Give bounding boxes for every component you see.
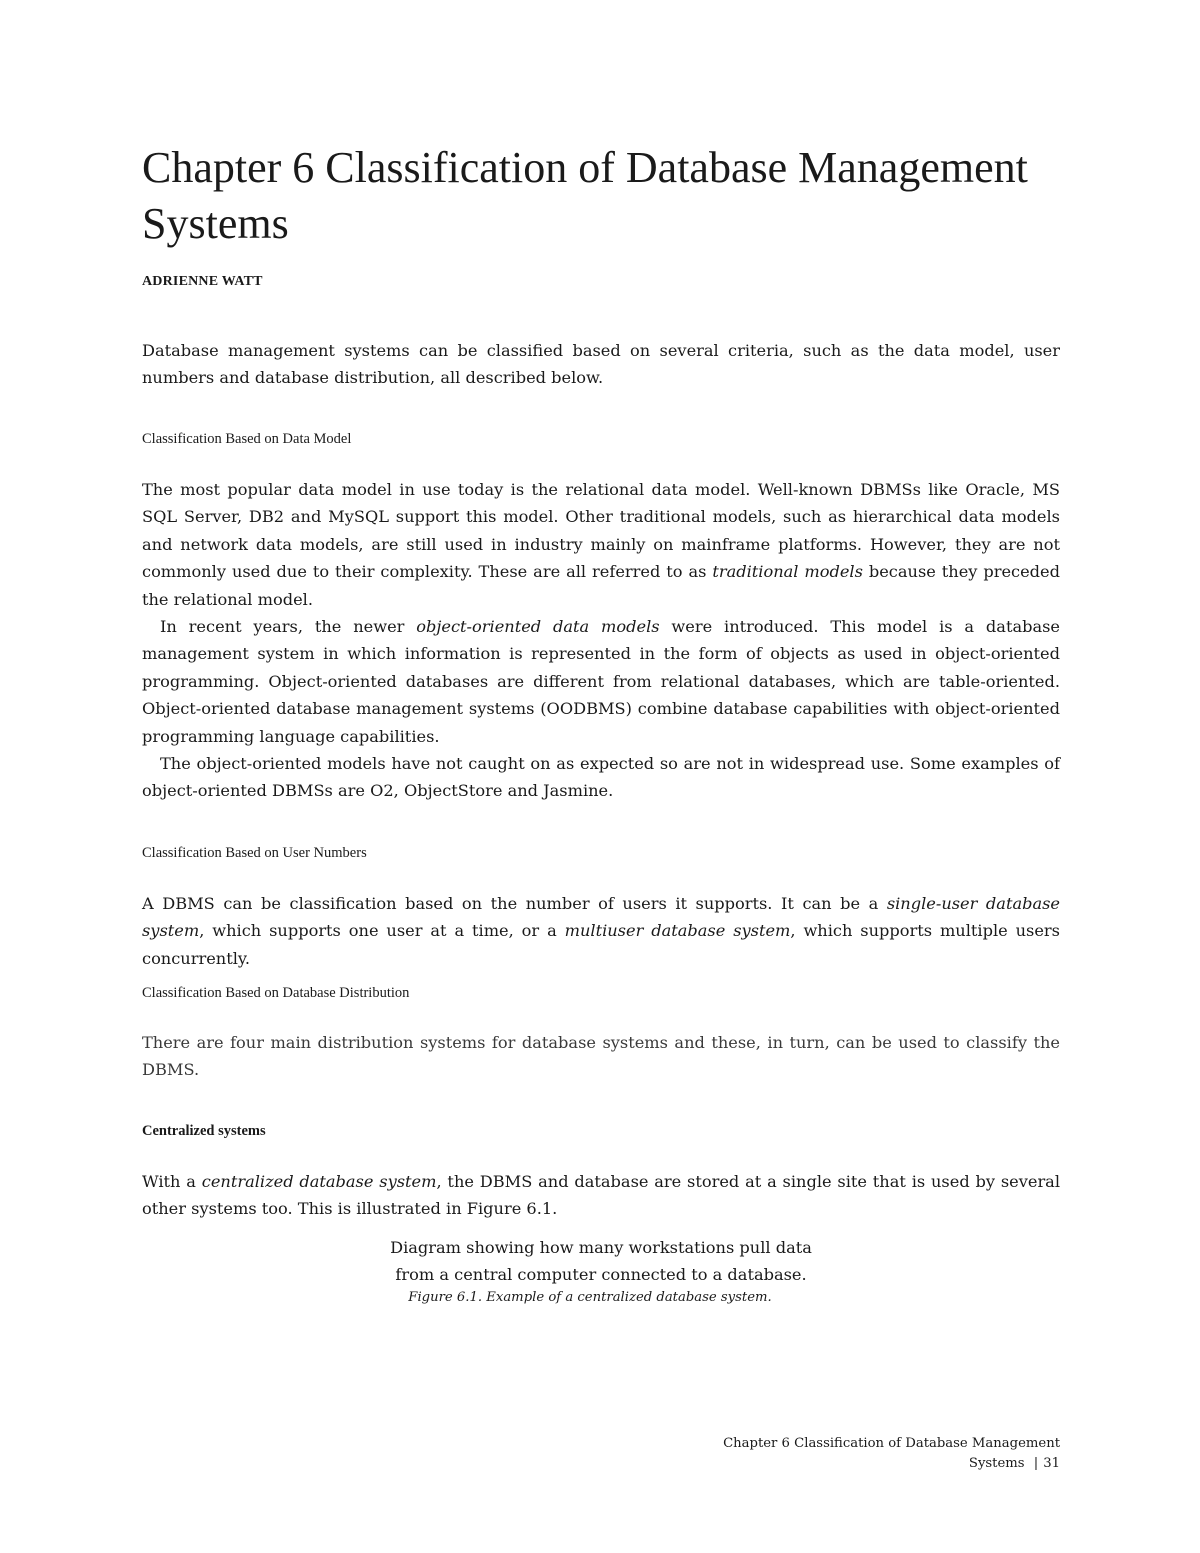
author-name: ADRIENNE WATT	[142, 274, 263, 289]
footer-running-title	[680, 1434, 1060, 1474]
emphasis-centralized-database-system: centralized database system	[201, 1172, 437, 1191]
user-numbers-section	[142, 890, 1060, 972]
section-heading-distribution: Classification Based on Database Distribution	[142, 985, 410, 1001]
intro-paragraph	[142, 337, 1060, 392]
section-heading-user-numbers: Classification Based on User Numbers	[142, 845, 367, 861]
subsection-heading-centralized: Centralized systems	[142, 1123, 266, 1139]
data-model-paragraph-2	[142, 613, 1060, 750]
footer-separator: |	[1033, 1456, 1039, 1471]
data-model-paragraph-3: The object-oriented models have not caught on as expected so are not in widespread use. Some examples of object-oriented DBMSs are O2, ObjectStore and Jasmine.	[142, 754, 1060, 801]
section-heading-data-model: Classification Based on Data Model	[142, 431, 352, 447]
page-footer	[142, 1434, 1060, 1474]
data-model-section	[142, 476, 1060, 805]
running-title-text: Chapter 6 Classification of Database Management Systems	[723, 1436, 1060, 1471]
emphasis-single-user: single-user database system	[142, 894, 1060, 941]
data-model-paragraph-1	[142, 476, 1060, 613]
text-span: , which supports one user at a time, or a	[199, 921, 565, 941]
intro-text: Database management systems can be classified based on several criteria, such as the data model, user numbers and database distribution, all described below.	[142, 341, 1060, 388]
text-span: The most popular data model in use today is the relational data model. Well-known DBMSs like Oracle, MS SQL Server, DB2 and MySQL support this model. Other traditional models, such as hierarchical data models and network data models, are still used in industry mainly on mainframe platforms. However, they are not commonly used due to their complexity. These are all referred to as	[142, 480, 1060, 582]
text-span: because they preceded the relational model.	[142, 562, 1060, 609]
emphasis-object-oriented-data-models: object-oriented data models	[416, 617, 660, 637]
user-numbers-paragraph	[142, 890, 1060, 972]
centralized-section	[142, 1168, 1060, 1223]
emphasis-traditional-models: traditional models	[712, 562, 863, 582]
page-number: 31	[1043, 1456, 1060, 1471]
emphasis-multiuser: multiuser database system	[564, 921, 791, 941]
page	[142, 0, 1060, 1553]
distribution-paragraph: There are four main distribution systems for database systems and these, in turn, can be used to classify the DBMS.	[142, 1033, 1060, 1080]
text-span: were introduced. This model is a database management system in which information is represented in the form of objects as used in object-oriented programming. Object-oriented databases are different from relational databases, which are table-oriented. Object-oriented database management systems (OODBMS) combine database capabilities with object-oriented programming language capabilities.	[142, 617, 1061, 746]
text-span: , which supports multiple users concurrently.	[142, 921, 1060, 968]
text-span: In recent years, the newer	[160, 617, 417, 637]
text-span: , the DBMS and database are stored at a single site that is used by several other systems too. This is illustrated in Figure 6.1.	[142, 1172, 1061, 1219]
figure-6-1	[142, 1234, 1060, 1308]
chapter-title: Chapter 6 Classification of Database Management Systems	[142, 143, 1028, 248]
figure-alt-text: Diagram showing how many workstations pull data from a central computer connected to a database.	[390, 1238, 812, 1284]
text-span: With a	[142, 1172, 202, 1191]
distribution-section	[142, 1029, 1060, 1084]
figure-caption: Figure 6.1. Example of a centralized database system.	[408, 1290, 772, 1305]
centralized-paragraph	[142, 1168, 1060, 1223]
text-span: A DBMS can be classification based on the number of users it supports. It can be a	[142, 894, 887, 913]
